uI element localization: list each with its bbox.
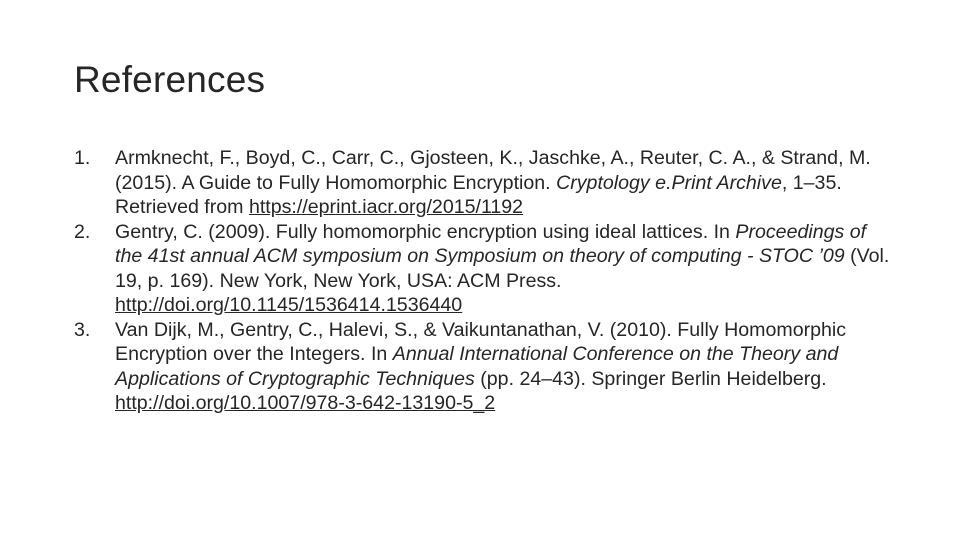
reference-details: (pp. 24–43). Springer Berlin Heidelberg. bbox=[480, 367, 827, 390]
reference-link[interactable]: http://doi.org/10.1007/978-3-642-13190-5_2 bbox=[115, 392, 496, 414]
reference-source: Annual International Conference on the Theory and Applications of Cryptographic Techniques bbox=[115, 343, 839, 390]
reference-authors: Gentry, C. (2009). Fully homomorphic encryption using ideal lattices. In bbox=[115, 220, 730, 243]
reference-item bbox=[74, 146, 894, 220]
reference-authors: Armknecht, F., Boyd, C., Carr, C., Gjosteen, K., Jaschke, A., Reuter, C. A., & Strand, M. (2015). A Guide to Fully Homomorphic Encryption. bbox=[115, 147, 871, 194]
reference-link[interactable]: http://doi.org/10.1145/1536414.1536440 bbox=[115, 294, 463, 316]
reference-authors: Van Dijk, M., Gentry, C., Halevi, S., & Vaikuntanathan, V. (2010). Fully Homomorphic Encryption over the Integers. In bbox=[115, 318, 847, 365]
reference-number: 2. bbox=[74, 220, 91, 243]
reference-number: 3. bbox=[74, 318, 91, 341]
reference-link[interactable]: https://eprint.iacr.org/2015/1192 bbox=[248, 196, 524, 218]
reference-list bbox=[74, 146, 894, 416]
reference-details: (Vol. 19, p. 169). New York, New York, USA: ACM Press. bbox=[115, 245, 890, 292]
slide-title: References bbox=[74, 59, 266, 100]
reference-details: , 1–35. Retrieved from bbox=[115, 171, 842, 218]
reference-number: 1. bbox=[74, 147, 91, 169]
reference-item bbox=[74, 318, 894, 416]
reference-source: Cryptology e.Print Archive bbox=[556, 171, 782, 194]
reference-item bbox=[74, 220, 894, 318]
reference-source: Proceedings of the 41st annual ACM symposium on Symposium on theory of computing - STOC ’09 bbox=[115, 220, 867, 267]
